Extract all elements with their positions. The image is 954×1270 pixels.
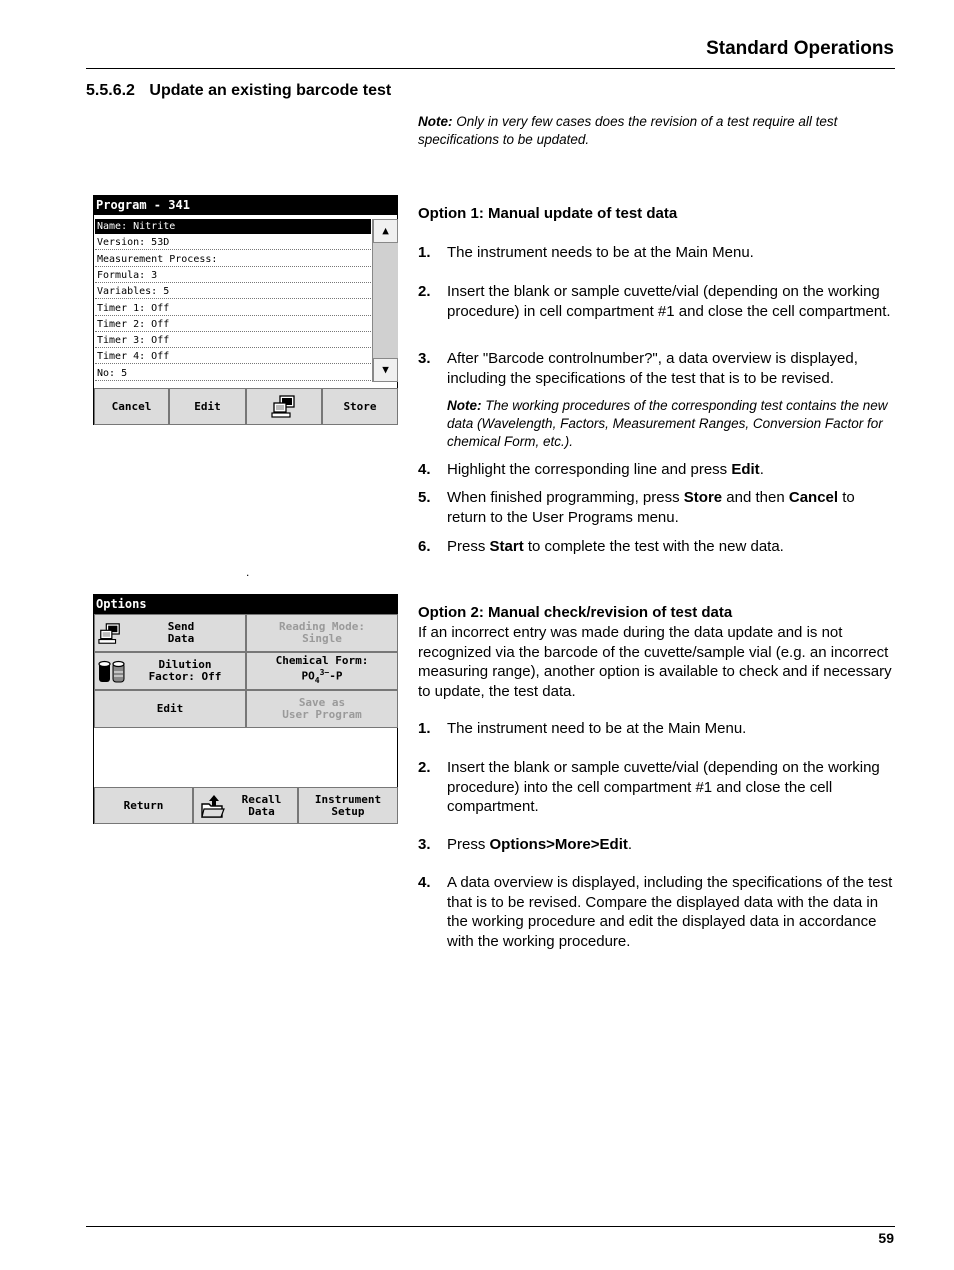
section-title: Update an existing barcode test [149, 82, 392, 99]
footer-rule [86, 1226, 895, 1227]
return-button[interactable]: Return [94, 787, 193, 824]
list-item[interactable]: No: 5 [95, 366, 371, 381]
scroll-up-icon[interactable]: ▲ [373, 219, 398, 243]
list-item[interactable]: Version: 53D [95, 235, 371, 250]
list-item[interactable]: Timer 1: Off [95, 301, 371, 316]
edit-button[interactable]: Edit [94, 690, 246, 728]
section-heading [86, 82, 391, 100]
save-as-user-program-button[interactable]: Save as User Program [246, 690, 398, 728]
instrument-setup-button[interactable]: Instrument Setup [298, 787, 398, 824]
scroll-down-icon[interactable]: ▼ [373, 358, 398, 382]
send-data-button[interactable]: Send Data [94, 614, 246, 652]
list-item[interactable]: Timer 4: Off [95, 349, 371, 364]
store-button[interactable]: Store [322, 388, 398, 425]
option2-intro: If an incorrect entry was made during the data update and is not recognized via the barcode of the cuvette/sample vial (e.g. an incorrect measuring range), another option is available to check and if necessary to update, the test data. [418, 624, 892, 700]
scrollbar[interactable] [372, 219, 398, 382]
list-item[interactable]: Measurement Process: [95, 252, 371, 267]
chemical-form-button[interactable]: Chemical Form: $PO_4^{3-}-P$ [246, 652, 398, 690]
edit-button[interactable]: Edit [169, 388, 246, 425]
computer-button[interactable] [246, 388, 322, 425]
option1-heading: Option 1: Manual update of test data [418, 205, 678, 222]
dilution-factor-button[interactable]: Dilution Factor: Off [94, 652, 246, 690]
reading-mode-button[interactable]: Reading Mode: Single [246, 614, 398, 652]
computer-icon [271, 395, 297, 419]
list-item[interactable]: Timer 2: Off [95, 317, 371, 332]
list-item[interactable]: Timer 3: Off [95, 333, 371, 348]
vials-icon [97, 660, 127, 684]
top-note: Note: Only in very few cases does the revision of a test require all test specifications to be updated. [418, 114, 838, 147]
folder-upload-icon [200, 793, 226, 819]
list-item-selected[interactable]: Name: Nitrite [95, 219, 371, 234]
list-item[interactable]: Variables: 5 [95, 284, 371, 299]
stray-dot: . [246, 565, 250, 579]
recall-data-button[interactable]: Recall Data [193, 787, 298, 824]
running-header: Standard Operations [706, 38, 894, 59]
header-rule [86, 68, 895, 69]
section-number: 5.5.6.2 [86, 82, 135, 99]
options-screen-title: Options [94, 595, 397, 614]
option1-note: Note: The working procedures of the corresponding test contains the new data (Wavelength, Factors, Measurement Ranges, Conversion Factor for chemical Form, etc.). [447, 398, 888, 449]
cancel-button[interactable]: Cancel [94, 388, 169, 425]
computer-icon [98, 622, 122, 646]
list-item[interactable]: Formula: 3 [95, 268, 371, 283]
option2-heading: Option 2: Manual check/revision of test data [418, 604, 733, 621]
program-screen [93, 195, 398, 425]
program-screen-title: Program - 341 [94, 196, 397, 215]
options-screen [93, 594, 398, 824]
page-number: 59 [878, 1230, 894, 1246]
